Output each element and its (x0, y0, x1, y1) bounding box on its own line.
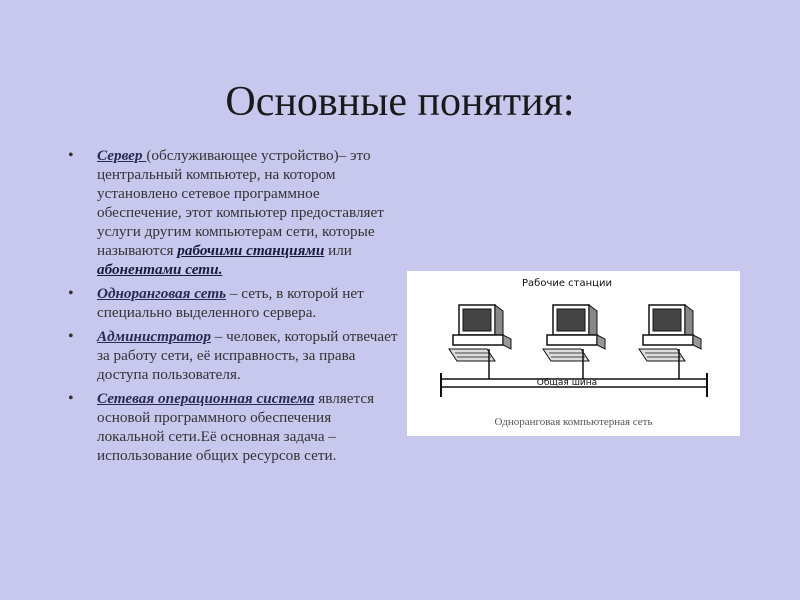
network-diagram (407, 271, 740, 436)
term-server: Сервер (97, 147, 147, 164)
bullet-dot-icon: • (68, 390, 74, 407)
bullet-item-administrator (60, 327, 400, 384)
bullet-dot-icon: • (68, 285, 74, 302)
bullet-item-server (60, 146, 400, 279)
bullet-list (60, 146, 400, 470)
connector-text: или (324, 242, 352, 259)
workstation-3-icon (639, 305, 701, 361)
slide-title: Основные понятия: (225, 79, 575, 125)
server-definition: (обслуживающее устройство)– это центральный компьютер, на котором установлено сетевое программное обеспечение, этот компьютер предоставляет услуги другим компьютерам сети, которые называются (97, 147, 384, 259)
term-peer-network: Одноранговая сеть (97, 285, 227, 302)
bullet-dot-icon: • (68, 328, 74, 345)
workstation-2-icon (543, 305, 605, 361)
bullet-dot-icon: • (68, 147, 74, 164)
label-common-bus: Общая шина (536, 378, 598, 388)
bullet-item-peer-network (60, 284, 400, 322)
term-administrator: Администратор (97, 328, 211, 345)
bullet-item-network-os (60, 389, 400, 465)
term-subscribers: абонентами сети. (97, 261, 223, 278)
term-workstations: рабочими станциями (177, 242, 325, 259)
peer-network-definition: – сеть, в которой нет специально выделенного сервера. (97, 285, 364, 321)
figure-caption: Одноранговая компьютерная сеть (494, 416, 653, 428)
workstation-1-icon (449, 305, 511, 361)
peer-network-figure (407, 271, 740, 436)
network-os-definition: является основой программного обеспечения локальной сети.Её основная задача – использование общих ресурсов сети. (97, 390, 375, 464)
label-workstations: Рабочие станции (522, 278, 612, 289)
term-network-os: Сетевая операционная система (97, 390, 315, 407)
administrator-definition: – человек, который отвечает за работу сети, её исправность, за права доступа пользователя. (97, 328, 398, 383)
